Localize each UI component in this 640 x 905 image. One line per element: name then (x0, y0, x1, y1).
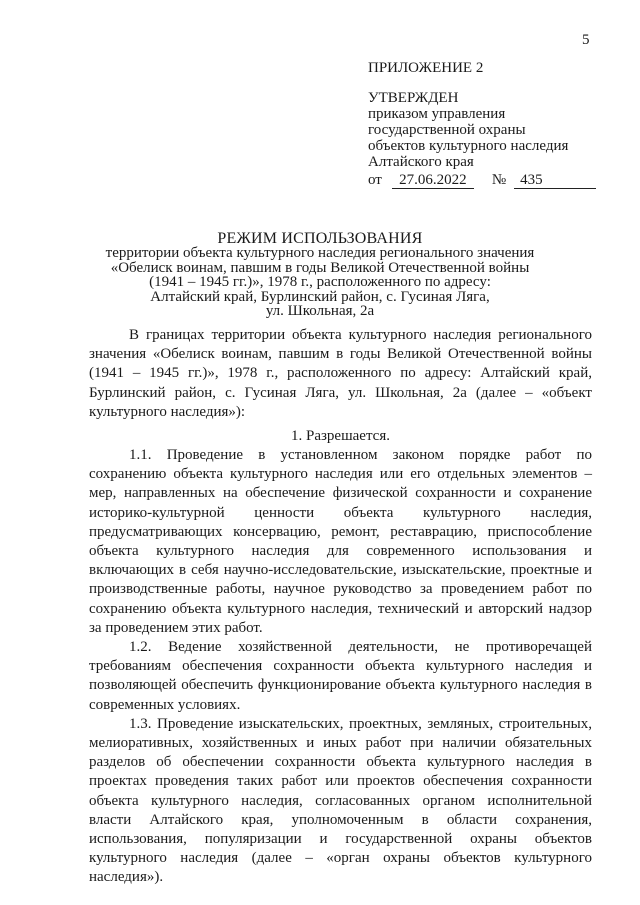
document-subtitle (90, 246, 550, 319)
intro-paragraph: В границах территории объекта культурного наследия регионального значения «Обелиск воинам, павшим в годы Великой Отечественной войны (1941 – 1945 гг.)», 1978 г., расположенного по адресу: Алтайский край, Бурлинский район, с. Гусиная Ляга, ул. Школьная, 2а (далее – «объект культурного наследия»): (89, 327, 592, 420)
subtitle-line: территории объекта культурного наследия регионального значения (105, 245, 535, 261)
approval-block (368, 60, 596, 189)
subtitle-line: ул. Школьная, 2а (265, 303, 375, 319)
item-paragraph: 1.1. Проведение в установленном законом порядке работ по сохранению объекта культурного наследия или его отдельных элементов – мер, направленных на обеспечение физической сохранности и сохранение историко-культурной ценности объекта культурного наследия, предусматривающих консервацию, ремонт, реставрацию, приспособление объекта культурного наследия для современного использования и включающих в себя научно-исследовательские, изыскательские, проектные и производственные работы, научное руководство за проведением работ по сохранению объекта культурного наследия, технический и авторский надзор за проведением этих работ. (89, 447, 592, 636)
section-heading: 1. Разрешается. (291, 428, 390, 444)
document-title: РЕЖИМ ИСПОЛЬЗОВАНИЯ (217, 230, 423, 247)
subtitle-line: «Обелиск воинам, павшим в годы Великой Отечественной войны (110, 259, 530, 276)
order-date: 27.06.2022 (392, 173, 474, 189)
approved-line: Алтайского края (368, 154, 474, 170)
items-section (89, 446, 592, 888)
date-prefix: от (368, 172, 382, 188)
subtitle-line: Алтайский край, Бурлинский район, с. Гусиная Ляга, (150, 288, 490, 305)
item-paragraph: 1.2. Ведение хозяйственной деятельности, не противоречащей требованиям обеспечения сохранности объекта культурного наследия и позволяющей обеспечить функционирование объекта культурного наследия в современных условиях. (89, 639, 592, 713)
page-number: 5 (582, 32, 590, 48)
date-number-line (368, 172, 596, 189)
approved-label: УТВЕРЖДЕН (368, 90, 459, 106)
subtitle-line: (1941 – 1945 гг.)», 1978 г., расположенного по адресу: (149, 274, 491, 290)
approved-line: государственной охраны (368, 122, 526, 138)
order-number: 435 (514, 173, 596, 189)
item-paragraph: 1.3. Проведение изыскательских, проектных, земляных, строительных, мелиоративных, хозяйственных и иных работ при наличии обязательных разделов об обеспечении сохранности объекта культурного наследия в проектах проведения таких работ или проектов обеспечения сохранности объекта культурного наследия, согласованных органом исполнительной власти Алтайского края, уполномоченным в области сохранения, использования, популяризации и государственной охраны объектов культурного наследия (далее – «орган охраны объектов культурного наследия»). (89, 715, 592, 886)
intro-section (89, 326, 592, 422)
appendix-label: ПРИЛОЖЕНИЕ 2 (368, 60, 484, 76)
approved-line: объектов культурного наследия (368, 138, 569, 154)
number-prefix: № (491, 172, 507, 188)
approved-line: приказом управления (368, 106, 506, 122)
